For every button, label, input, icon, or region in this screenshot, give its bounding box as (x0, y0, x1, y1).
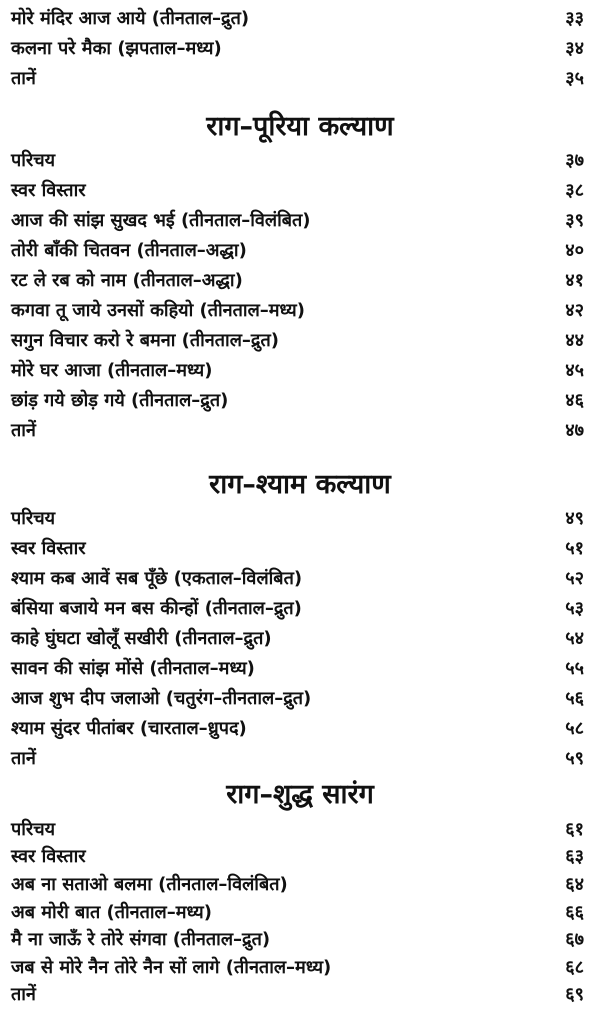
toc-section (0, 503, 600, 773)
entry-page: ६६ (565, 901, 584, 923)
toc-section (0, 145, 600, 445)
toc-entry (0, 145, 600, 175)
entry-page: ६१ (565, 818, 584, 840)
toc-entry (0, 3, 600, 33)
section-heading: राग–पूरिया कल्याण (206, 111, 394, 142)
toc-entry (0, 653, 600, 683)
toc-entry (0, 593, 600, 623)
toc-entry (0, 898, 600, 926)
toc-entry (0, 843, 600, 871)
entry-page: ४१ (565, 270, 584, 291)
entry-title: स्वर विस्तार (11, 180, 86, 201)
toc-section-continued (0, 3, 600, 93)
toc-entry (0, 981, 600, 1009)
entry-title: कगवा तू जाये उनसों कहियो (तीनताल–मध्य) (11, 300, 305, 321)
entry-title: जब से मोरे नैन तोरे नैन सों लागे (तीनताल–मध्य) (11, 956, 332, 978)
entry-page: ६८ (565, 956, 584, 978)
entry-page: ५८ (565, 718, 584, 739)
entry-page: ३९ (565, 210, 584, 231)
entry-page: ५४ (565, 628, 584, 649)
entry-title: स्वर विस्तार (11, 538, 86, 559)
entry-page: ५९ (565, 748, 584, 769)
entry-title: स्वर विस्तार (11, 846, 86, 868)
entry-title: परिचय (11, 508, 56, 529)
entry-page: ४० (565, 240, 584, 261)
toc-entry (0, 265, 600, 295)
entry-title: बंसिया बजाये मन बस कीन्हों (तीनताल–द्रुत) (11, 598, 302, 619)
entry-title: छांड़ गये छोड़ गये (तीनताल–द्रुत) (11, 390, 229, 411)
toc-entry (0, 325, 600, 355)
entry-page: ६४ (565, 873, 584, 895)
toc-entry (0, 683, 600, 713)
entry-page: ५५ (565, 658, 584, 679)
entry-title: परिचय (11, 150, 56, 171)
entry-page: ४२ (565, 300, 584, 321)
entry-page: ४९ (565, 508, 584, 529)
toc-entry (0, 33, 600, 63)
entry-title: तानें (11, 748, 36, 769)
entry-page: ६३ (565, 846, 584, 868)
entry-title: मोरे मंदिर आज आये (तीनताल–द्रुत) (11, 8, 250, 29)
toc-entry (0, 713, 600, 743)
entry-page: ६७ (565, 929, 584, 951)
section-heading: राग–शुद्ध सारंग (226, 779, 374, 810)
toc-entry (0, 563, 600, 593)
entry-title: सावन की सांझ मोंसे (तीनताल–मध्य) (11, 658, 255, 679)
entry-title: तानें (11, 420, 36, 441)
entry-title: आज की सांझ सुखद भई (तीनताल–विलंबित) (11, 210, 311, 231)
entry-page: ४४ (565, 330, 584, 351)
entry-page: ३७ (565, 150, 584, 171)
toc-section (0, 815, 600, 1008)
entry-title: अब ना सताओ बलमा (तीनताल–विलंबित) (11, 873, 288, 895)
entry-page: ३३ (565, 8, 584, 29)
entry-title: परिचय (11, 818, 56, 840)
toc-entry (0, 235, 600, 265)
entry-page: ५२ (565, 568, 584, 589)
toc-entry (0, 415, 600, 445)
toc-entry (0, 623, 600, 653)
entry-title: मै ना जाऊँ रे तोरे संगवा (तीनताल–द्रुत) (11, 929, 271, 951)
toc-entry (0, 63, 600, 93)
entry-page: ४५ (565, 360, 584, 381)
toc-entry (0, 925, 600, 953)
entry-title: तानें (11, 984, 36, 1006)
entry-title: रट ले रब को नाम (तीनताल–अद्धा) (11, 270, 243, 291)
toc-entry (0, 175, 600, 205)
entry-title: कलना परे मैका (झपताल–मध्य) (11, 38, 222, 59)
entry-title: तानें (11, 68, 36, 89)
entry-title: अब मोरी बात (तीनताल–मध्य) (11, 901, 212, 923)
entry-title: सगुन विचार करो रे बमना (तीनताल–द्रुत) (11, 330, 279, 351)
entry-page: ३४ (565, 38, 584, 59)
toc-entry (0, 870, 600, 898)
entry-title: मोरे घर आजा (तीनताल–मध्य) (11, 360, 213, 381)
entry-title: श्याम कब आवें सब पूँछे (एकताल–विलंबित) (11, 568, 303, 589)
entry-page: ३८ (565, 180, 584, 201)
entry-title: काहे घुंघटा खोलूँ सखीरी (तीनताल–द्रुत) (11, 628, 272, 649)
toc-entry (0, 815, 600, 843)
toc-entry (0, 953, 600, 981)
entry-page: ५६ (565, 688, 584, 709)
toc-entry (0, 533, 600, 563)
entry-page: ४६ (565, 390, 584, 411)
entry-page: ५३ (565, 598, 584, 619)
toc-entry (0, 355, 600, 385)
toc-entry (0, 295, 600, 325)
toc-entry (0, 205, 600, 235)
toc-entry (0, 743, 600, 773)
entry-title: तोरी बाँकी चितवन (तीनताल–अद्धा) (11, 240, 247, 261)
toc-entry (0, 385, 600, 415)
section-heading: राग–श्याम कल्याण (209, 469, 391, 500)
entry-page: ३५ (565, 68, 584, 89)
entry-title: श्याम सुंदर पीतांबर (चारताल–ध्रुपद) (11, 718, 247, 739)
entry-page: ५१ (565, 538, 584, 559)
entry-page: ४७ (565, 420, 584, 441)
entry-title: आज शुभ दीप जलाओ (चतुरंग–तीनताल–द्रुत) (11, 688, 312, 709)
toc-entry (0, 503, 600, 533)
entry-page: ६९ (565, 984, 584, 1006)
